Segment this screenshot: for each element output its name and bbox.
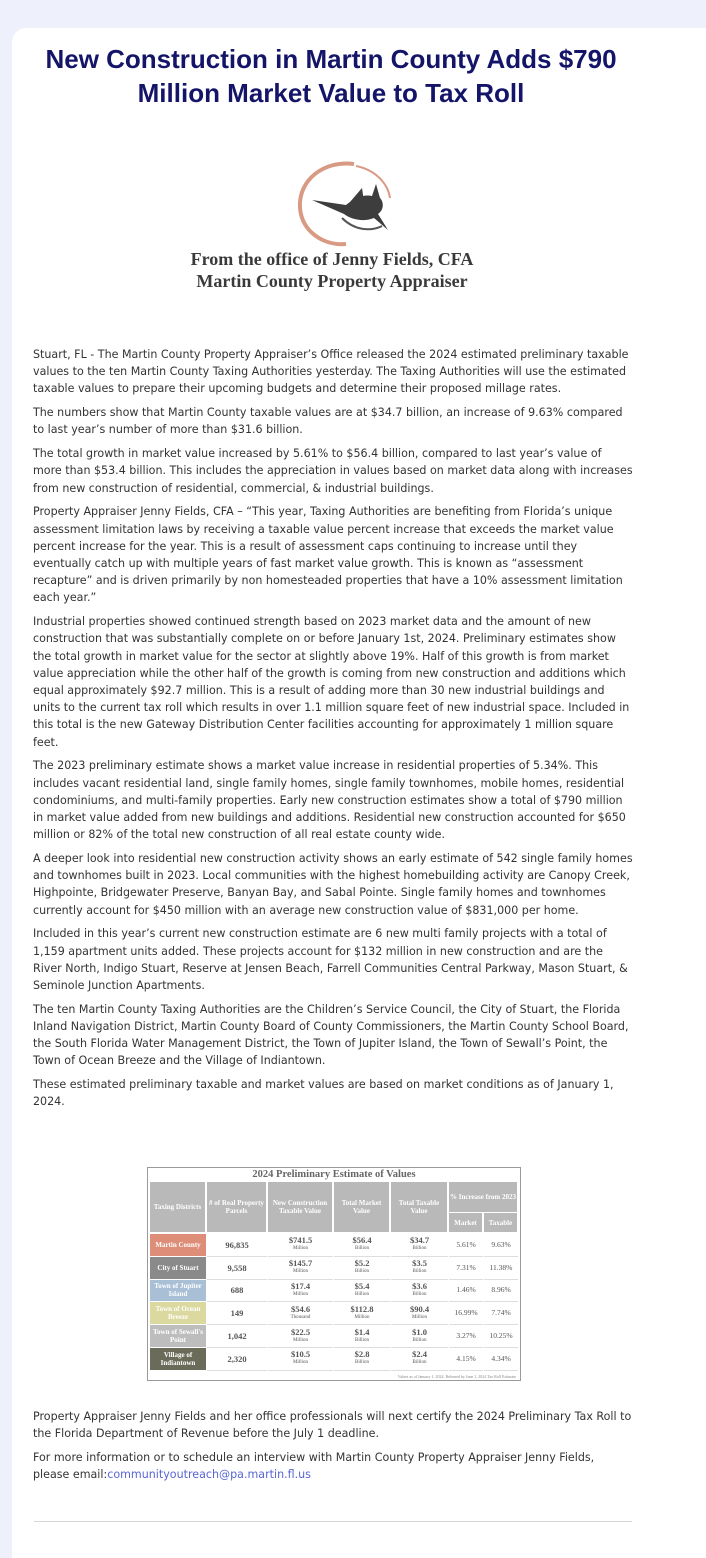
cell-market-value-unit: Million [354,1314,370,1320]
table-row-district: Town of Jupiter Island [150,1280,206,1303]
table-row-district: City of Stuart [150,1257,206,1280]
cell-taxable-value-amount: $3.5 [412,1258,427,1269]
paragraph: Included in this year’s current new construction estimate are 6 new multi family projects with a total of 1,159 apartment units added. These projects account for $132 million in new construction and are the River North, Indigo Stuart, Reserve at Jensen Beach, Farrell Communities Central Parkway, Mason Stuart, & Seminole Junction Apartments. [33,927,628,993]
parcels-value: 9,558 [227,1262,247,1273]
cell-taxable-value-amount: $2.4 [412,1349,427,1360]
cell-new-construction-amount: $54.6 [290,1303,311,1314]
cell-parcels [207,1302,267,1325]
cell-taxable-value [391,1234,448,1257]
cell-taxable-value [391,1280,448,1303]
paragraph: The numbers show that Martin County taxable values are at $34.7 billion, an increase of 9.63% compared to last year’s number of more than $31.6 billion. [33,406,623,437]
table-row-district: Village of Indiantown [150,1348,206,1371]
cell-market-value [334,1280,390,1303]
cell-market-value-amount: $56.4 [352,1235,372,1246]
cell-new-construction [268,1302,333,1325]
cell-market-value-unit: Billion [355,1246,369,1252]
cell-market-value-amount: $112.8 [350,1303,374,1314]
cell-taxable-value [391,1302,448,1325]
cell-taxable-value-unit: Billion [412,1337,427,1343]
cell-market-value [334,1325,390,1348]
article-closing [33,1408,633,1490]
cell-increase-taxable: 8.96% [484,1280,518,1303]
header-parcels: # of Real Property Parcels [207,1182,267,1232]
divider [34,1521,632,1522]
paragraph: Property Appraiser Jenny Fields and her office professionals will next certify the 2024 Preliminary Tax Roll to the Florida Department of Revenue before the July 1 deadline. [33,1410,632,1441]
cell-increase-taxable: 7.74% [484,1302,518,1325]
marlin-logo [284,158,394,258]
office-line-2: Martin County Property Appraiser [196,271,468,291]
cell-market-value-amount: $5.4 [354,1280,370,1291]
cell-increase-market: 3.27% [449,1325,483,1348]
cell-new-construction-unit: Million [292,1246,308,1252]
cell-new-construction [268,1348,333,1371]
cell-parcels [207,1325,267,1348]
parcels-value: 96,835 [225,1239,249,1250]
cell-new-construction-amount: $22.5 [290,1326,311,1337]
cell-new-construction-amount: $741.5 [288,1235,313,1246]
paragraph: Property Appraiser Jenny Fields, CFA – “This year, Taxing Authorities are benefiting from Florida’s unique assessment limitation laws by receiving a taxable value percent increase that exceeds the market value percent increase for the year. This is a result of assessment caps continuing to increase until they eventually catch up with multiple years of fast market value growth. This is known as “assessment recapture” and is driven primarily by non homesteaded properties that have a 10% assessment limitation each year.” [33,505,623,605]
header-increase-market: Market [449,1213,483,1232]
article-card [12,28,706,1558]
header-districts: Taxing Districts [150,1182,206,1232]
cell-new-construction [268,1280,333,1303]
cell-market-value-amount: $2.8 [354,1349,370,1360]
cell-new-construction-amount: $17.4 [290,1280,311,1291]
preliminary-estimate-table [147,1167,521,1381]
cell-new-construction [268,1234,333,1257]
cell-increase-market: 4.15% [449,1348,483,1371]
cell-taxable-value-amount: $90.4 [409,1303,430,1314]
cell-taxable-value-unit: Billion [412,1269,427,1275]
cell-market-value [334,1348,390,1371]
paragraph: These estimated preliminary taxable and market values are based on market conditions as of January 1, 2024. [33,1078,614,1109]
cell-market-value-unit: Billion [355,1360,369,1366]
cell-increase-taxable: 4.34% [484,1348,518,1371]
cell-taxable-value-unit: Billion [412,1291,427,1297]
cell-taxable-value-unit: Billion [412,1246,427,1252]
paragraph: Stuart, FL - The Martin County Property Appraiser’s Office released the 2024 estimated preliminary taxable values to the ten Martin County Taxing Authorities yesterday. The Taxing Authorities will use the estimated taxable values to prepare their upcoming budgets and determine their proposed millage rates. [33,348,629,396]
table-row-district: Town of Ocean Breeze [150,1302,206,1325]
paragraph: A deeper look into residential new construction activity shows an early estimate of 542 single family homes and townhomes built in 2023. Local communities with the highest homebuilding activity are Canopy Creek, Highpointe, Bridgewater Preserve, Banyan Bay, and Sabal Pointe. Single family homes and townhomes currently account for $450 million with an average new construction value of $831,000 per home. [33,852,633,917]
cell-parcels [207,1348,267,1371]
cell-new-construction-unit: Million [292,1337,308,1343]
header-market-value: Total Market Value [334,1182,390,1232]
cell-market-value [334,1234,390,1257]
cell-increase-market: 1.46% [449,1280,483,1303]
contact-text: For more information or to schedule an interview with Martin County Property Appraiser Jenny Fields, please email: [33,1451,595,1482]
table-footnote: Values as of January 1, 2024. Released by June 1, 2024 Tax Roll Estimate [397,1374,516,1379]
cell-parcels [207,1234,267,1257]
cell-market-value [334,1257,390,1280]
header-taxable-value: Total Taxable Value [391,1182,448,1232]
cell-market-value-amount: $1.4 [354,1326,370,1337]
parcels-value: 149 [230,1308,244,1319]
cell-taxable-value-amount: $34.7 [409,1235,430,1246]
paragraph: The total growth in market value increased by 5.61% to $56.4 billion, compared to last year’s value of more than $53.4 billion. This includes the appreciation in values based on market data along with increases from new construction of residential, commercial, & industrial buildings. [33,447,633,495]
cell-increase-market: 16.99% [449,1302,483,1325]
cell-increase-market: 5.61% [449,1234,483,1257]
cell-market-value [334,1302,390,1325]
cell-market-value-unit: Billion [355,1291,369,1297]
cell-taxable-value [391,1257,448,1280]
office-line-1: From the office of Jenny Fields, CFA [190,249,474,269]
contact-paragraph [33,1449,633,1483]
cell-new-construction-amount: $145.7 [288,1258,313,1269]
parcels-value: 1,042 [227,1331,247,1342]
cell-increase-taxable: 9.63% [484,1234,518,1257]
paragraph: The ten Martin County Taxing Authorities are the Children’s Service Council, the City of Stuart, the Florida Inland Navigation District, Martin County Board of County Commissioners, the Martin County School Board, the South Florida Water Management District, the Town of Jupiter Island, the Town of Sewall’s Point, the Town of Ocean Breeze and the Village of Indiantown. [33,1002,629,1068]
cell-taxable-value-amount: $3.6 [412,1280,427,1291]
parcels-value: 2,320 [227,1353,247,1364]
cell-taxable-value-unit: Billion [412,1360,427,1366]
cell-new-construction-amount: $10.5 [290,1349,311,1360]
table-title: 2024 Preliminary Estimate of Values [252,1169,416,1180]
cell-new-construction [268,1325,333,1348]
header-increase: % Increase from 2023 [449,1182,518,1212]
page-title: New Construction in Martin County Adds $790 Million Market Value to Tax Roll [45,44,617,108]
article-body [33,346,633,1117]
cell-market-value-unit: Billion [355,1269,369,1275]
cell-taxable-value [391,1348,448,1371]
table-row-district: Martin County [150,1234,206,1257]
cell-new-construction-unit: Thousand [290,1314,311,1320]
header-new-construction: New Construction Taxable Value [268,1182,333,1232]
cell-new-construction [268,1257,333,1280]
cell-taxable-value-unit: Million [411,1314,427,1320]
cell-new-construction-unit: Million [292,1360,308,1366]
paragraph: The 2023 preliminary estimate shows a market value increase in residential properties of 5.34%. This includes vacant residential land, single family homes, single family townhomes, mobile homes, residential condominiums, and multi-family properties. Early new construction estimates show a total of $790 million in market value added from new buildings and additions. Residential new construction accounted for $650 million or 82% of the total new construction of all real estate county wide. [33,759,626,842]
contact-email-link[interactable]: communityoutreach@pa.martin.fl.us [107,1468,311,1482]
cell-increase-market: 7.31% [449,1257,483,1280]
cell-increase-taxable: 10.25% [484,1325,518,1348]
parcels-value: 688 [230,1285,244,1296]
cell-parcels [207,1257,267,1280]
cell-parcels [207,1280,267,1303]
cell-new-construction-unit: Million [292,1269,308,1275]
header-increase-taxable: Taxable [484,1213,518,1232]
cell-taxable-value [391,1325,448,1348]
cell-market-value-amount: $5.2 [354,1258,370,1269]
cell-increase-taxable: 11.38% [484,1257,518,1280]
cell-new-construction-unit: Million [292,1291,308,1297]
cell-taxable-value-amount: $1.0 [412,1326,427,1337]
paragraph: Industrial properties showed continued strength based on 2023 market data and the amount of new construction that was substantially complete on or before January 1st, 2024. Preliminary estimates show the total growth in market value for the sector at slightly above 19%. Half of this growth is from market value appreciation while the other half of the growth is coming from new construction and additions which equal approximately $92.7 million. This is a result of adding more than 30 new industrial buildings and units to the current tax roll which results in over 1.1 million square feet of new industrial space. Included in this total is the new Gateway Distribution Center facilities accounting for approximately 1 million square feet. [33,615,630,749]
table-row-district: Town of Sewall's Point [150,1325,206,1348]
cell-market-value-unit: Billion [355,1337,369,1343]
